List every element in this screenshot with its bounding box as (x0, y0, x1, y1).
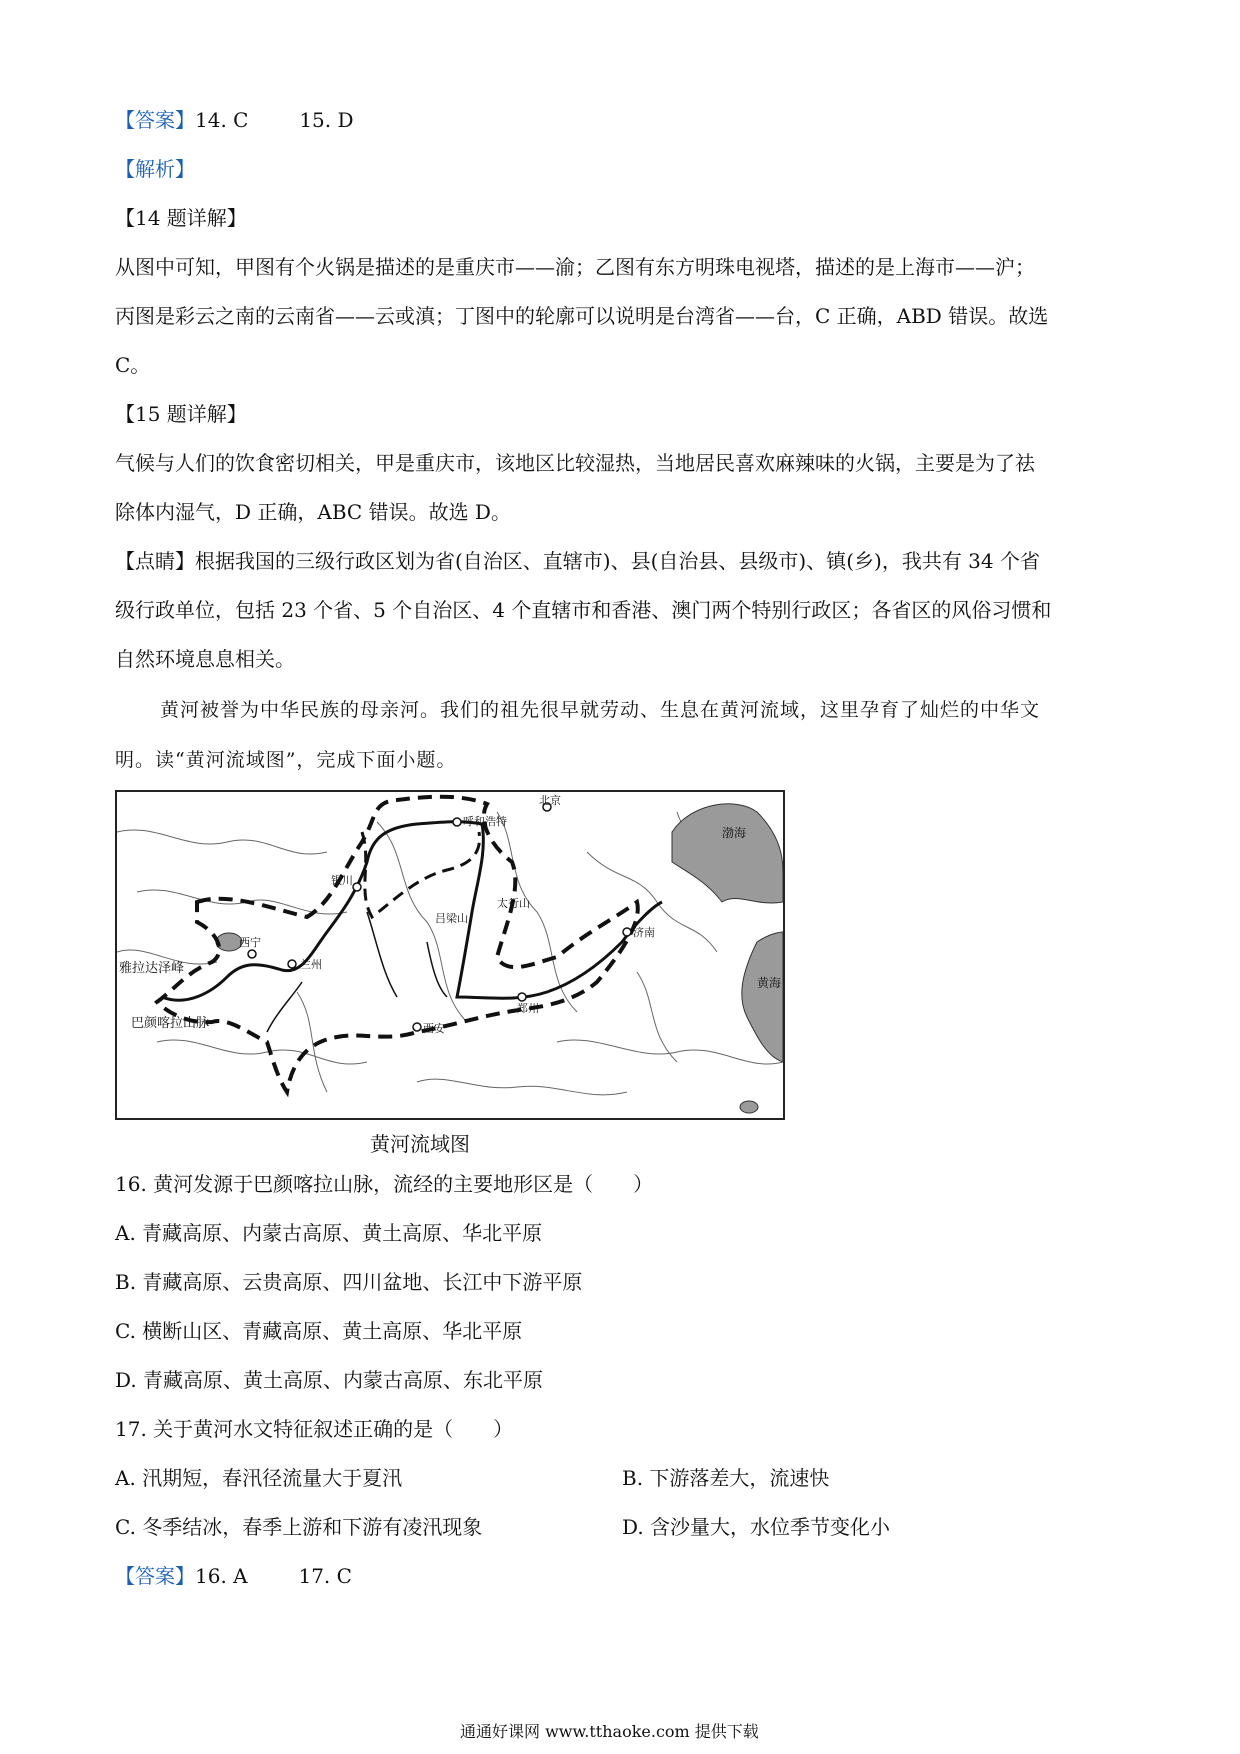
q16-option-a: A. 青藏高原、内蒙古高原、黄土高原、华北平原 (115, 1221, 543, 1245)
q15-line-1: 气候与人们的饮食密切相关，甲是重庆市，该地区比较湿热，当地居民喜欢麻辣味的火锅，主要是为了祛 (115, 451, 1035, 475)
label-luliang: 吕梁山 (435, 912, 468, 925)
q17-stem: 17. 关于黄河水文特征叙述正确的是（ ） (115, 1417, 514, 1441)
tributary (367, 912, 397, 997)
label-huanghai: 黄海 (757, 976, 782, 990)
tributary (267, 982, 302, 1032)
label-yalada: 雅拉达泽峰 (119, 961, 185, 976)
q17-option-d: D. 含沙量大，水位季节变化小 (622, 1515, 891, 1539)
label-yinchuan: 银川 (331, 874, 353, 887)
map-caption: 黄河流域图 (370, 1132, 470, 1156)
answer-text: 16. A 17. C (195, 1564, 352, 1588)
yellow-river (162, 822, 662, 1001)
loop-dashed (362, 832, 480, 917)
label-hohhot: 呼和浩特 (463, 815, 507, 828)
dongping-lake (740, 1101, 758, 1113)
q17-option-a: A. 汛期短，春汛径流量大于夏汛 (115, 1466, 403, 1490)
answer-tag: 【答案】 (115, 1564, 195, 1588)
label-beijing: 北京 (539, 794, 561, 807)
answer-text: 14. C 15. D (195, 108, 354, 132)
answer-line-2 (115, 1562, 352, 1590)
yellow-sea (742, 932, 783, 1062)
q16-stem: 16. 黄河发源于巴颜喀拉山脉，流经的主要地形区是（ ） (115, 1172, 654, 1196)
point-line-2: 级行政单位，包括 23 个省、5 个自治区、4 个直辖市和香港、澳门两个特别行政区；各省区的风俗习惯和 (115, 598, 1052, 622)
label-xining: 西宁 (239, 936, 261, 949)
page-footer: 通通好课网 www.tthaoke.com 提供下载 (460, 1722, 759, 1741)
q17-option-b: B. 下游落差大，流速快 (622, 1466, 830, 1490)
point-line-1 (115, 547, 1040, 575)
label-lanzhou: 兰州 (300, 958, 322, 971)
label-jinan: 济南 (633, 926, 655, 939)
label-bayan: 巴颜喀拉山脉 (131, 1016, 210, 1031)
q17-option-c: C. 冬季结冰，春季上游和下游有凌汛现象 (115, 1515, 483, 1539)
q16-option-d: D. 青藏高原、黄土高原、内蒙古高原、东北平原 (115, 1368, 544, 1392)
label-taihang: 太行山 (497, 897, 530, 910)
q16-option-b: B. 青藏高原、云贵高原、四川盆地、长江中下游平原 (115, 1270, 583, 1294)
label-bohai: 渤海 (722, 826, 747, 840)
point-text-1: 根据我国的三级行政区划为省(自治区、直辖市)、县(自治县、县级市)、镇(乡)，我共有 34 个省 (195, 549, 1040, 573)
q15-heading: 【15 题详解】 (115, 402, 247, 426)
q14-line-3: C。 (115, 353, 151, 377)
intro-line-1: 黄河被誉为中华民族的母亲河。我们的祖先很早就劳动、生息在黄河流域，这里孕育了灿烂的中华文 (160, 699, 1041, 721)
label-zhengzhou: 郑州 (517, 1002, 539, 1015)
map-svg (117, 792, 783, 1118)
q14-heading: 【14 题详解】 (115, 206, 247, 230)
answer-line-1 (115, 106, 354, 134)
yellow-river-basin-map (115, 790, 785, 1120)
point-line-3: 自然环境息息相关。 (115, 647, 295, 671)
answer-tag: 【答案】 (115, 108, 195, 132)
q14-line-2: 丙图是彩云之南的云南省——云或滇；丁图中的轮廓可以说明是台湾省——台，C 正确，ABD 错误。故选 (115, 304, 1049, 328)
q14-line-1: 从图中可知，甲图有个火锅是描述的是重庆市——渝；乙图有东方明珠电视塔，描述的是上海市——沪； (115, 255, 1035, 279)
analysis-tag: 【解析】 (115, 157, 195, 181)
q16-option-c: C. 横断山区、青藏高原、黄土高原、华北平原 (115, 1319, 523, 1343)
label-xian: 西安 (423, 1022, 445, 1035)
point-tag: 【点睛】 (115, 549, 195, 573)
intro-line-2: 明。读“黄河流域图”，完成下面小题。 (115, 749, 457, 771)
tributary (427, 942, 447, 997)
q15-line-2: 除体内湿气，D 正确，ABC 错误。故选 D。 (115, 500, 511, 524)
bohai-sea (672, 804, 783, 903)
